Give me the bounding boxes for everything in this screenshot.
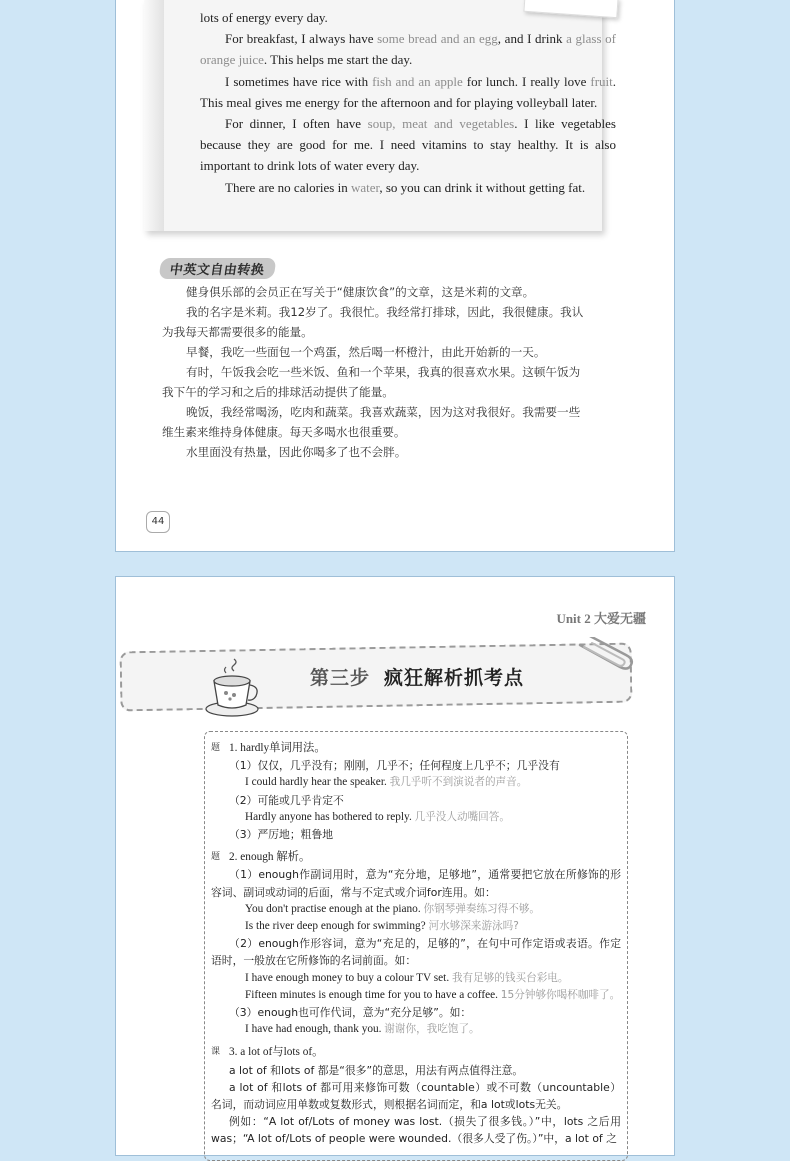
reading-card [144,0,616,231]
item-heading: 3. a lot of与lots of。 [229,1046,324,1059]
reading-text [200,5,616,198]
section-badge: 中英文自由转换 [159,258,276,279]
page-number: 44 [146,511,170,533]
item-example: Fifteen minutes is enough time for you to have a coffee. 15分钟够你喝杯咖啡了。 [245,988,621,1001]
item-example: I have had enough, thank you. 谢谢你，我吃饱了。 [245,1023,480,1036]
translation-paragraph: 早餐，我吃一些面包一个鸡蛋，然后喝一杯橙汁，由此开始新的一天。 [186,345,546,359]
banner-title: 第三步 疯狂解析抓考点 [310,667,525,689]
item-example: I could hardly hear the speaker. 我几乎听不到演说者的声音。 [245,776,528,789]
translation-paragraph: 健身俱乐部的会员正在写关于“健康饮食”的文章，这是米莉的文章。 [186,285,535,299]
item-sense: （3）enough也可作代词，意为“充分足够”。如： [229,1006,472,1020]
item-example: You don't practise enough at the piano. 你钢琴弹奏练习得不够。 [245,902,541,915]
note-item-enough [211,849,621,1038]
reading-paragraph-dinner: For dinner, I often have soup, meat and vegetables. I like vegetables because they are good for me. I need vitamins to stay healthy. It is also important to drink lots of water every day. [200,116,616,174]
item-example: Is the river deep enough for swimming? 河水够深来游泳吗? [245,920,519,933]
chinese-translation [162,282,588,462]
item-sense: （2）可能或几乎肯定不 [229,793,344,807]
reading-paragraph-water: There are no calories in water, so you can drink it without getting fat. [225,179,586,195]
item-sense: （1）仅仅，几乎没有；刚刚，几乎不；任何程度上几乎不；几乎没有 [229,759,560,773]
reading-paragraph-breakfast: For breakfast, I always have some bread and an egg, and I drink a glass of orange juice. This helps me start the day. [200,31,616,68]
item-tag: 课 [211,1047,221,1058]
translation-paragraph: 我的名字是米莉。我12岁了。我很忙。我经常打排球，因此，我很健康。我认为我每天都需要很多的能量。 [162,305,584,339]
card-fold [144,0,164,231]
unit-label: Unit 2 大爱无疆 [556,611,646,626]
paperclip-icon [574,637,634,677]
item-sense: （1）enough作副词用时，意为“充分地，足够地”，通常要把它放在所修饰的形容词、副词或动词的后面，常与不定式或介词for连用。如： [211,868,621,899]
item-tag: 题 [211,852,221,863]
page-44 [115,0,675,552]
page-45 [115,576,675,1156]
item-heading: 1. hardly单词用法。 [229,742,326,754]
item-heading: 2. enough 解析。 [229,851,311,864]
item-example: Hardly anyone has bothered to reply. 几乎没人动嘴回答。 [245,810,510,823]
item-paragraph: a lot of 和lots of 都可用来修饰可数（countable）或不可数（uncountable）名词，而动词应用单数或复数形式，则根据名词而定，和a lot或lots无关。 [211,1080,621,1112]
notes-box [204,731,628,1161]
reading-paragraph-lunch: I sometimes have rice with fish and an apple for lunch. I really love fruit. This meal gives me energy for the afternoon and for playing volleyball later. [200,73,616,110]
note-item-hardly [211,740,621,843]
note-item-a-lot-of [211,1044,621,1147]
translation-paragraph: 水里面没有热量，因此你喝多了也不会胖。 [186,445,407,459]
item-paragraph: 例如：“A lot of/Lots of money was lost.（损失了很多钱。）”中，lots 之后用was；“A lot of/Lots of people were wounded.（很多人受了伤。）”中，a lot of 之 [211,1115,621,1146]
translation-paragraph: 有时，午饭我会吃一些米饭、鱼和一个苹果，我真的很喜欢水果。这顿午饭为我下午的学习和之后的排球活动提供了能量。 [162,365,581,399]
item-example: I have enough money to buy a colour TV set. 我有足够的钱买台彩电。 [245,971,569,984]
item-sense: （2）enough作形容词，意为“充足的，足够的”，在句中可作定语或表语。作定语时，一般放在它所修饰的名词前面。如： [211,937,621,968]
item-sense: （3）严厉地；粗鲁地 [229,828,334,842]
item-paragraph: a lot of 和lots of 都是“很多”的意思，用法有两点值得注意。 [229,1063,524,1077]
coffee-cup-icon [204,657,264,719]
item-tag: 题 [211,743,221,753]
reading-line-0: lots of energy every day. [200,10,328,25]
translation-paragraph: 晚饭，我经常喝汤，吃肉和蔬菜。我喜欢蔬菜，因为这对我很好。我需要一些维生素来维持身体健康。每天多喝水也很重要。 [162,405,581,439]
